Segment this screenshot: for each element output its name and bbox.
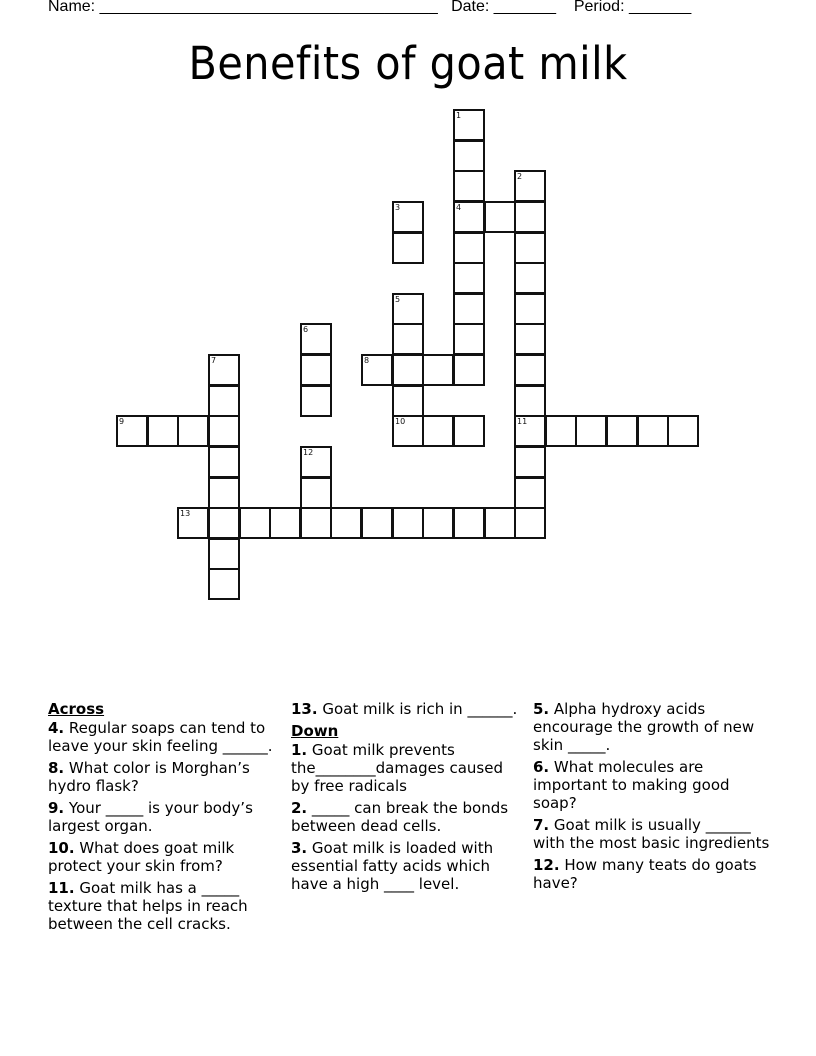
clues-column-2 bbox=[291, 700, 521, 897]
crossword-cell[interactable] bbox=[300, 354, 332, 386]
clue-number: 13 bbox=[180, 509, 191, 518]
crossword-cell[interactable] bbox=[453, 232, 485, 264]
clue-down-12: 12. How many teats do goats have? bbox=[533, 856, 757, 892]
clue-across-8: 8. What color is Morghan’s hydro flask? bbox=[48, 759, 250, 795]
crossword-cell[interactable] bbox=[177, 507, 209, 539]
page-title: Benefits of goat milk bbox=[188, 37, 628, 90]
crossword-cell[interactable] bbox=[392, 201, 424, 233]
crossword-cell[interactable] bbox=[453, 140, 485, 172]
crossword-cell[interactable] bbox=[361, 507, 393, 539]
crossword-cell[interactable] bbox=[575, 415, 607, 447]
crossword-cell[interactable] bbox=[514, 507, 546, 539]
crossword-cell[interactable] bbox=[300, 323, 332, 355]
crossword-cell[interactable] bbox=[637, 415, 669, 447]
clue-number: 12 bbox=[303, 448, 314, 457]
crossword-cell[interactable] bbox=[147, 415, 179, 447]
across-heading: Across bbox=[48, 700, 105, 718]
crossword-cell[interactable] bbox=[392, 415, 424, 447]
crossword-cell[interactable] bbox=[514, 201, 546, 233]
clue-number: 1 bbox=[456, 111, 462, 120]
clue-down-7: 7. Goat milk is usually ______ with the most basic ingredients bbox=[533, 816, 770, 852]
crossword-cell[interactable] bbox=[514, 415, 546, 447]
clue-across-11: 11. Goat milk has a _____ texture that helps in reach between the cell cracks. bbox=[48, 879, 248, 933]
clue-number: 3 bbox=[395, 203, 401, 212]
clue-number: 10 bbox=[395, 417, 406, 426]
crossword-cell[interactable] bbox=[453, 262, 485, 294]
crossword-cell[interactable] bbox=[514, 446, 546, 478]
crossword-cell[interactable] bbox=[392, 293, 424, 325]
crossword-cell[interactable] bbox=[208, 385, 240, 417]
crossword-cell[interactable] bbox=[514, 232, 546, 264]
crossword-cell[interactable] bbox=[484, 201, 516, 233]
clue-across-4: 4. Regular soaps can tend to leave your skin feeling ______. bbox=[48, 719, 273, 755]
crossword-cell[interactable] bbox=[484, 507, 516, 539]
crossword-cell[interactable] bbox=[208, 415, 240, 447]
clue-number: 8 bbox=[364, 356, 370, 365]
crossword-cell[interactable] bbox=[453, 507, 485, 539]
crossword-cell[interactable] bbox=[392, 354, 424, 386]
clue-down-2: 2. _____ can break the bonds between dead cells. bbox=[291, 799, 509, 835]
crossword-cell[interactable] bbox=[116, 415, 148, 447]
clue-number: 4 bbox=[456, 203, 462, 212]
crossword-cell[interactable] bbox=[208, 354, 240, 386]
date-field[interactable]: Date: _______ bbox=[451, 0, 557, 15]
crossword-cell[interactable] bbox=[422, 507, 454, 539]
clue-number: 2 bbox=[517, 172, 523, 181]
crossword-cell[interactable] bbox=[392, 507, 424, 539]
clues-column-3 bbox=[533, 700, 773, 896]
crossword-cell[interactable] bbox=[514, 293, 546, 325]
clue-number: 9 bbox=[119, 417, 125, 426]
crossword-cell[interactable] bbox=[453, 201, 485, 233]
crossword-cell[interactable] bbox=[361, 354, 393, 386]
crossword-cell[interactable] bbox=[453, 170, 485, 202]
crossword-cell[interactable] bbox=[392, 385, 424, 417]
clue-down-3: 3. Goat milk is loaded with essential fatty acids which have a high ____ level. bbox=[291, 839, 494, 893]
clue-number: 6 bbox=[303, 325, 309, 334]
crossword-cell[interactable] bbox=[422, 354, 454, 386]
crossword-cell[interactable] bbox=[453, 354, 485, 386]
crossword-cell[interactable] bbox=[514, 323, 546, 355]
crossword-cell[interactable] bbox=[667, 415, 699, 447]
crossword-cell[interactable] bbox=[300, 446, 332, 478]
crossword-cell[interactable] bbox=[453, 323, 485, 355]
clue-number: 5 bbox=[395, 295, 401, 304]
clue-number: 11 bbox=[517, 417, 528, 426]
crossword-cell[interactable] bbox=[269, 507, 301, 539]
clues-column-1 bbox=[48, 700, 280, 937]
clue-across-13: 13. Goat milk is rich in ______. bbox=[291, 700, 518, 718]
crossword-cell[interactable] bbox=[422, 415, 454, 447]
clue-number: 7 bbox=[211, 356, 217, 365]
down-heading: Down bbox=[291, 722, 339, 740]
crossword-cell[interactable] bbox=[514, 262, 546, 294]
crossword-cell[interactable] bbox=[514, 385, 546, 417]
crossword-cell[interactable] bbox=[453, 109, 485, 141]
crossword-cell[interactable] bbox=[208, 446, 240, 478]
clue-across-9: 9. Your _____ is your body’s largest organ. bbox=[48, 799, 253, 835]
crossword-cell[interactable] bbox=[300, 385, 332, 417]
crossword-cell[interactable] bbox=[177, 415, 209, 447]
clue-down-1: 1. Goat milk prevents the________damages caused by free radicals bbox=[291, 741, 503, 795]
name-field[interactable]: Name: ______________________________________ bbox=[48, 0, 438, 15]
crossword-cell[interactable] bbox=[606, 415, 638, 447]
crossword-cell[interactable] bbox=[239, 507, 271, 539]
crossword-cell[interactable] bbox=[208, 477, 240, 509]
crossword-cell[interactable] bbox=[300, 507, 332, 539]
crossword-cell[interactable] bbox=[392, 323, 424, 355]
crossword-cell[interactable] bbox=[514, 170, 546, 202]
crossword-cell[interactable] bbox=[208, 538, 240, 570]
crossword-cell[interactable] bbox=[514, 354, 546, 386]
clue-down-5: 5. Alpha hydroxy acids encourage the growth of new skin _____. bbox=[533, 700, 755, 754]
crossword-cell[interactable] bbox=[545, 415, 577, 447]
clue-down-6: 6. What molecules are important to making good soap? bbox=[533, 758, 730, 812]
crossword-cell[interactable] bbox=[453, 415, 485, 447]
clue-across-10: 10. What does goat milk protect your skin from? bbox=[48, 839, 235, 875]
crossword-cell[interactable] bbox=[453, 293, 485, 325]
period-field[interactable]: Period: _______ bbox=[573, 0, 692, 15]
crossword-cell[interactable] bbox=[330, 507, 362, 539]
crossword-cell[interactable] bbox=[208, 507, 240, 539]
crossword-cell[interactable] bbox=[300, 477, 332, 509]
crossword-cell[interactable] bbox=[392, 232, 424, 264]
crossword-cell[interactable] bbox=[514, 477, 546, 509]
crossword-cell[interactable] bbox=[208, 568, 240, 600]
